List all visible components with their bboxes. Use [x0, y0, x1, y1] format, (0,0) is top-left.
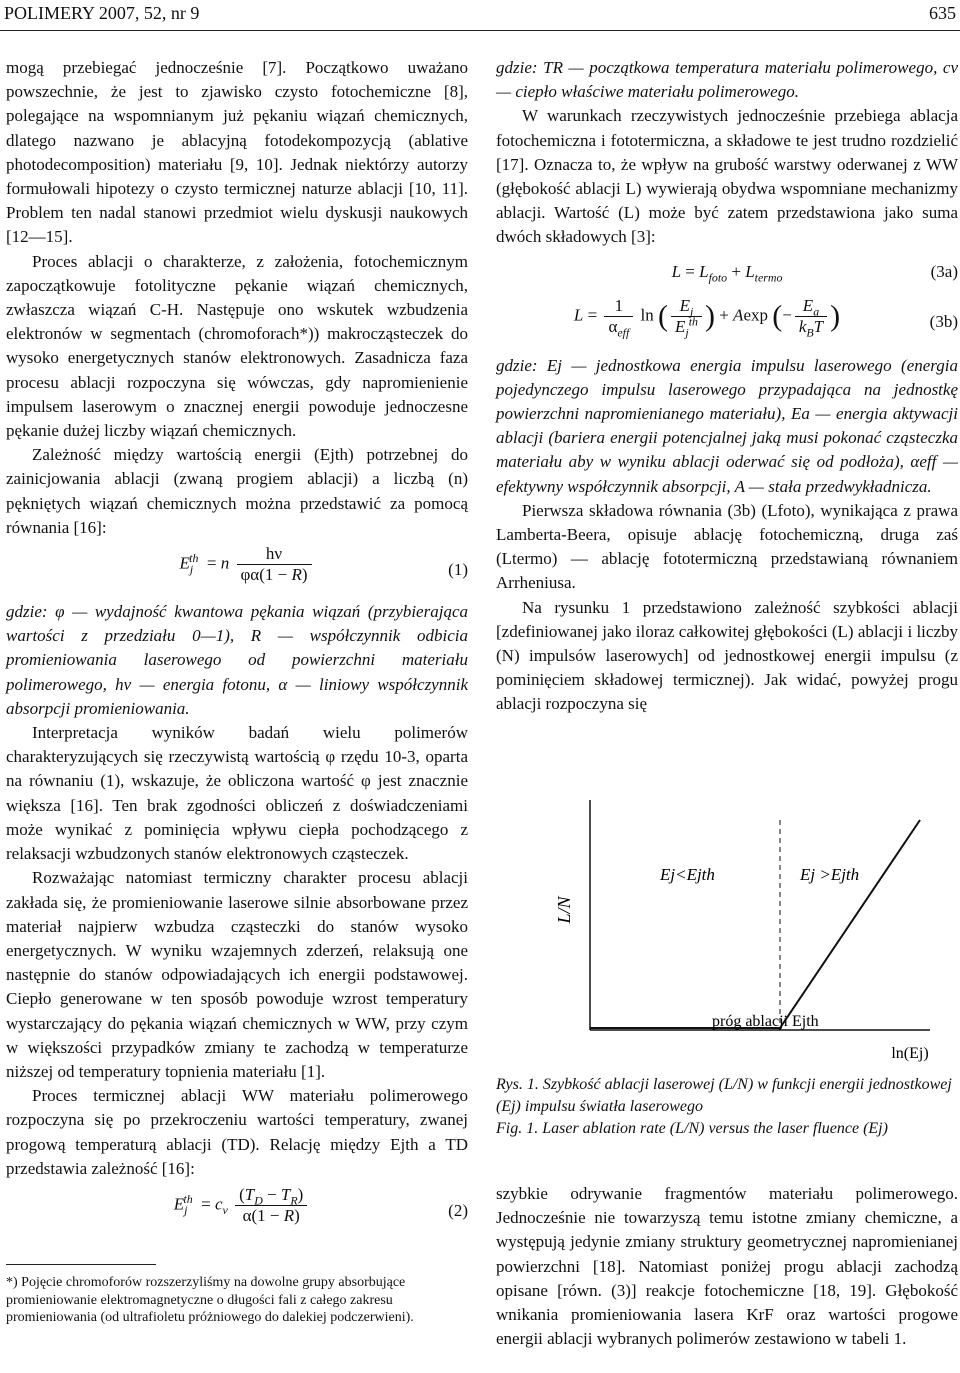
x-axis-label: ln(Ej)	[891, 1045, 929, 1062]
left-paragraph-1: mogą przebiegać jednocześnie [7]. Początkowo uważano powszechnie, że jest to zjawisko czysto fotochemiczne [8], polegające na wspomnianym już pękaniu wiązań chemicznych, dlatego nazwano je ablacyjną fotodekompozycją (ablative photodecomposition) materiału [9, 10]. Jednak niektórzy autorzy formułowali hipotezy o czysto termicznej naturze ablacji [10, 11]. Problem ten nadal stanowi przedmiot wielu dyskusji naukowych [12—15].	[6, 58, 468, 247]
equation-3a-number: (3a)	[930, 261, 958, 281]
left-paragraph-3: Zależność między wartością energii (Ejth) potrzebnej do zainicjowania ablacji (zwaną progiem ablacji) a liczbą (n) pękniętych wiązań chemicznych można przedstawić za pomocą równania [16]:	[6, 445, 468, 537]
region-label-above: Ej >Ejth	[800, 865, 860, 884]
caption-polish: Rys. 1. Szybkość ablacji laserowej (L/N) w funkcji energii jednostkowej (Ej) impulsu światła laserowego	[496, 1076, 952, 1115]
footnote: *) Pojęcie chromoforów rozszerzyliśmy na dowolne grupy absorbujące promieniowanie elektromagnetyczne o długości fali z całego zakresu promieniowania (od ultrafioletu próżniowego do dalekiej podczerwieni).	[6, 1275, 414, 1325]
equation-3b-number: (3b)	[929, 311, 958, 331]
right-paragraph-4: Pierwsza składowa równania (3b) (Lfoto), wynikająca z prawa Lamberta-Beera, opisuje ablację fotochemiczną, druga zaś (Ltermo) — ablację fototermiczną przedstawianą równaniem Arrheniusa.	[496, 500, 958, 593]
left-paragraph-2: Proces ablacji o charakterze, z założenia, fotochemicznym zapoczątkowuje fotolityczne pękanie wiązań chemicznych, zwłaszcza wiązań C-H. Następuje ono wskutek wzbudzenia elektronów w segmentach (chromoforach*)) makrocząsteczek do wysoko energetycznych stanów elektronowych. Zasadnicza faza procesu ablacji rozpoczyna się wówczas, gdy napromienienie impulsem laserowym o znacznej energii powoduje jednoczesne pękanie dużej liczby wiązań chemicznych.	[6, 251, 468, 441]
left-paragraph-4: gdzie: φ — wydajność kwantowa pękania wiązań (przybierająca wartości z przedziału 0—1), R — współczynnik odbicia promieniowania laserowego od powierzchni materiału polimerowego, hν — energia fotonu, α — liniowy współczynnik absorpcji promieniowania.	[6, 602, 468, 718]
equation-2: $E_j^{th} = c_v$ $\frac{(T_D - T_R)}{\alpha(1 - R)}$ (2)	[173, 1184, 468, 1225]
page-header	[0, 0, 960, 31]
equation-3b: L = $\frac{1}{\alpha_{eff}}$ ln ( $\frac{E_j}{E_j^{th}}$ ) + Aexp (− $\frac{E_a}{k_BT}$ ) (3b)	[573, 295, 958, 340]
figure-1-chart	[510, 780, 950, 1070]
rate-line	[780, 820, 920, 1028]
right-paragraph-1: gdzie: TR — początkowa temperatura materiału polimerowego, cv — ciepło właściwe materiału polimerowego.	[496, 58, 958, 102]
left-paragraph-7: Proces termicznej ablacji WW materiału polimerowego rozpoczyna się po przekroczeniu wartości temperatury, zwanej progową temperaturą ablacji (TD). Relację między Ejth a TD przedstawia zależność [16]:	[6, 1086, 468, 1178]
left-column	[6, 56, 468, 1241]
equation-2-number: (2)	[448, 1200, 468, 1220]
right-column	[496, 56, 958, 717]
equation-1: $E_j^{th} = n$ $\frac{h\nu}{\varphi\alpha(1 - R)}$ (1)	[179, 544, 468, 585]
right-paragraph-2: W warunkach rzeczywistych jednocześnie przebiega ablacja fotochemiczna i fototermiczna, a składowe te jest trudno rozdzielić [17]. Oznacza to, że wpływ na grubość warstwy oderwanej z WW (głębokość ablacji L) wywierają obydwa wspomniane mechanizmy ablacji. Wartość (L) może być zatem przedstawiona jako suma dwóch składowych [3]:	[496, 106, 958, 247]
threshold-label: próg ablacji Ejth	[712, 1013, 819, 1030]
right-paragraph-6: szybkie odrywanie fragmentów materiału polimerowego. Jednocześnie nie towarzyszą temu istotne zmiany chemiczne, a występują jedynie zmiany struktury geometrycznej napromienianej powierzchni [18]. Natomiast poniżej progu ablacji zachodzą opisane [równ. (3)] reakcje fotochemiczne [18, 19]. Głębokość wnikania promieniowania lasera KrF oraz wartości progowe energii ablacji wybranych polimerów zestawiono w tabeli 1.	[496, 1184, 958, 1349]
caption-english: Fig. 1. Laser ablation rate (L/N) versus the laser fluence (Ej)	[496, 1120, 888, 1137]
equation-1-number: (1)	[448, 560, 468, 580]
left-paragraph-6: Rozważając natomiast termiczny charakter procesu ablacji zakłada się, że promieniowanie laserowe silnie absorbowane przez materiał najpierw wzbudza cząsteczki do stanów wysoko energetycznych. W wyniku wzajemnych zderzeń, relaksują one następnie do stanów odpowiadających ich energii podstawowej. Ciepło generowane w ten sposób powoduje wzrost temperatury wystarczający do pękania wiązań chemicznych w WW, przy czym w większości przypadków zmiany te zachodzą w temperaturze niższej od temperatury topnienia materiału [1].	[6, 868, 468, 1081]
right-column-continued	[496, 1182, 958, 1351]
y-axis-label: L/N	[554, 896, 574, 924]
region-label-below: Ej<Ejth	[660, 865, 715, 884]
equation-3a: $L = L_{foto} + L_{termo}$ (3a)	[671, 261, 958, 285]
figure-caption	[496, 1074, 958, 1140]
right-paragraph-5: Na rysunku 1 przedstawiono zależność szybkości ablacji [zdefiniowanej jako iloraz całkowitej głębokości (L) ablacji i liczby (N) impulsów laserowych] od jednostkowej energii impulsu (z pominięciem składowej termicznej). Jak widać, powyżej progu ablacji rozpoczyna się	[496, 597, 958, 714]
footnote-separator	[6, 1264, 156, 1265]
right-paragraph-3: gdzie: Ej — jednostkowa energia impulsu laserowego (energia pojedynczego impulsu laserowego przypadająca na jednostkę powierzchni napromienianego materiału), Ea — energia aktywacji ablacji (bariera energii potencjalnej jaką musi pokonać cząsteczka materiału aby w wyniku ablacji oderwać się od podłoża), αeff — efektywny współczynnik absorpcji, A — stała przedwykładnicza.	[496, 355, 958, 496]
page-number: 635	[929, 3, 956, 23]
left-paragraph-5: Interpretacja wyników badań wielu polimerów charakteryzujących się rzeczywistą wartością φ rzędu 10-3, oparta na równaniu (1), wskazuje, że obliczona wartość φ jest znacznie większa [16]. Ten brak zgodności obliczeń z doświadczeniami może wynikać z pominięcia wpływu ciepła pochodzącego z relaksacji wzbudzonych stanów elektronowych cząsteczek.	[6, 723, 468, 864]
journal-title: POLIMERY 2007, 52, nr 9	[4, 3, 200, 23]
